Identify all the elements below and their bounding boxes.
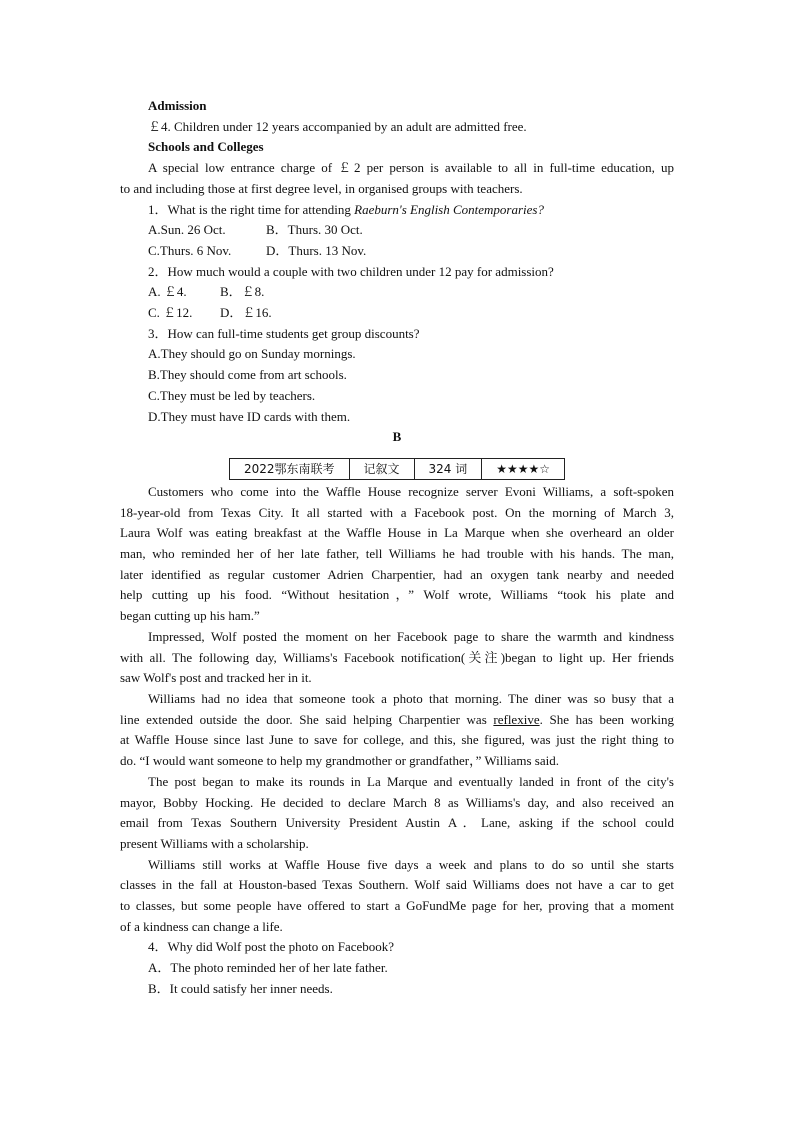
passage-line: man, who reminded her of her late father, tell Williams he had trouble with his hands. The man, (120, 546, 674, 562)
question-2-option-b: B．￡8. (220, 284, 265, 300)
question-3-option-a: A.They should go on Sunday mornings. (148, 346, 356, 362)
question-3-stem: 3．How can full-time students get group discounts? (148, 325, 420, 341)
question-2-stem: 2．How much would a couple with two children under 12 pay for admission? (148, 263, 554, 279)
section-b-label: B (392, 429, 402, 445)
passage-line: Impressed, Wolf posted the moment on her Facebook page to share the warmth and kindness (148, 628, 674, 644)
question-3-option-d: D.They must have ID cards with them. (148, 408, 351, 424)
question-4-option-b: B．It could satisfy her inner needs. (148, 980, 333, 996)
question-2-option-d: D．￡16. (220, 305, 272, 321)
question-1-stem-text: 1．What is the right time for attending (148, 201, 355, 217)
question-1-options-row (120, 241, 674, 262)
passage-line: email from Texas Southern University President Austin A．Lane, asking if the school could (120, 815, 674, 831)
schools-text-line: A special low entrance charge of ￡2 per person is available to all in full-time education, up (148, 160, 674, 176)
question-2-options-row (120, 282, 674, 303)
question-2-option-c: C. ￡12. (148, 305, 193, 321)
question-1-option-d: D．Thurs. 13 Nov. (266, 242, 367, 258)
schools-text-line: to and including those at first degree level, in organised groups with teachers. (120, 180, 523, 196)
admission-heading: Admission (148, 98, 207, 113)
passage-line: help cutting up his food. “Without hesitation，” Wolf wrote, Williams “took his plate and (120, 587, 674, 603)
genre-tag: 记叙文 (349, 458, 414, 479)
passage-line: The post began to make its rounds in La Marque and eventually landed in front of the city's (148, 773, 674, 789)
passage-line: Williams had no idea that someone took a photo that morning. The diner was so busy that a (148, 690, 674, 706)
question-3-option-b: B.They should come from art schools. (148, 367, 347, 383)
question-1-option-c: C.Thurs. 6 Nov. (148, 242, 232, 258)
passage-line: began cutting up his ham.” (120, 608, 260, 624)
difficulty-stars: ★★★★☆ (482, 458, 565, 479)
underlined-word: reflexive (493, 711, 540, 727)
question-3-option-c: C.They must be led by teachers. (148, 387, 316, 403)
passage-line: to classes, but some people have offered to start a GoFundMe page for her, proving that a moment (120, 898, 674, 914)
document-page (120, 96, 674, 1000)
question-1-option-b: B．Thurs. 30 Oct. (266, 222, 363, 238)
admission-text: ￡4. Children under 12 years accompanied by an adult are admitted free. (148, 118, 527, 134)
passage-line: present Williams with a scholarship. (120, 835, 309, 851)
passage-line: of a kindness can change a life. (120, 918, 283, 934)
passage-line: mayor, Bobby Hocking. He decided to declare March 8 as Williams's day, and also received an (120, 794, 674, 810)
question-1-options-row (120, 220, 674, 241)
question-2-options-row (120, 303, 674, 324)
exhibition-title: Raeburn's English Contemporaries? (354, 201, 544, 217)
passage-line: later identified as regular customer Adrien Charpentier, had an oxygen tank nearby and needed (120, 566, 674, 582)
passage-line: 18-year-old from Texas City. It all started with a Facebook post. On the morning of March 3, (120, 504, 674, 520)
passage-line: saw Wolf's post and tracked her in it. (120, 670, 312, 686)
source-tag: 2022鄂东南联考 (229, 458, 349, 479)
passage-line: classes in the fall at Houston-based Texas Southern. Wolf said Williams does not have a car to get (120, 877, 674, 893)
passage-line: Williams still works at Waffle House five days a week and plans to do so until she starts (148, 856, 674, 872)
passage-line (120, 710, 674, 731)
passage-line: with all. The following day, Williams's Facebook notification(关注)began to light up. Her friends (120, 649, 674, 665)
passage-text: . She has been working (539, 711, 675, 727)
passage-line: at Waffle House since last June to save for college, and this, she figured, was just the right thing to (120, 732, 674, 748)
passage-info-table (229, 458, 565, 480)
question-4-stem: 4．Why did Wolf post the photo on Facebook? (148, 939, 395, 955)
schools-heading: Schools and Colleges (148, 139, 264, 155)
passage-line: do. “I would want someone to help my grandmother or grandfather，” Williams said. (120, 753, 559, 769)
question-4-option-a: A．The photo reminded her of her late father. (148, 960, 388, 976)
question-2-option-a: A. ￡4. (148, 284, 187, 300)
word-count-tag: 324 词 (414, 458, 482, 479)
passage-line: Customers who come into the Waffle House recognize server Evoni Williams, a soft-spoken (148, 483, 674, 499)
question-1-option-a: A.Sun. 26 Oct. (148, 222, 226, 238)
passage-line: Laura Wolf was eating breakfast at the Waffle House in La Marque when she overheard an older (120, 525, 674, 541)
question-1-stem (120, 200, 674, 221)
passage-text: line extended outside the door. She said helping Charpentier was (120, 711, 494, 727)
